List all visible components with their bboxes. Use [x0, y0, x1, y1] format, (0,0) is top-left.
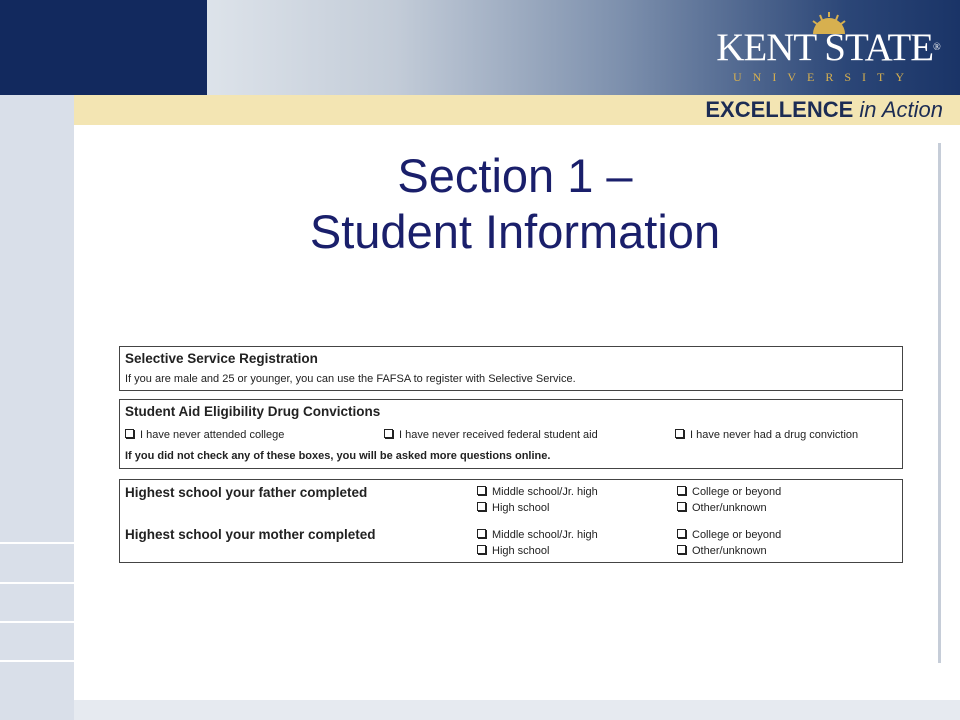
left-sidebar-bar — [0, 95, 74, 720]
checkbox-icon — [677, 486, 686, 495]
logo-wordmark: KENT STATE® — [716, 26, 941, 69]
selective-service-text: If you are male and 25 or younger, you can use the FAFSA to register with Selective Service. — [125, 373, 576, 385]
checkbox-icon — [477, 529, 486, 538]
checkbox-never-drug-conviction: I have never had a drug conviction — [675, 429, 858, 441]
checkbox-icon — [677, 502, 686, 511]
checkbox-icon — [675, 429, 684, 438]
selective-service-heading: Selective Service Registration — [125, 351, 318, 366]
checkbox-icon — [477, 502, 486, 511]
mother-option-high-school: High school — [477, 545, 549, 557]
checkbox-icon — [384, 429, 393, 438]
logo-subtitle: UNIVERSITY — [733, 70, 915, 84]
bottom-band — [74, 700, 960, 720]
sidebar-divider — [0, 542, 74, 544]
checkbox-icon — [677, 529, 686, 538]
parent-education-box — [119, 479, 903, 563]
checkbox-icon — [125, 429, 134, 438]
father-education-label: Highest school your father completed — [125, 485, 368, 500]
sidebar-divider — [0, 621, 74, 623]
father-option-high-school: High school — [477, 502, 549, 514]
header-navy-block — [0, 0, 207, 95]
title-line-1: Section 1 – — [397, 149, 633, 202]
drug-convictions-heading: Student Aid Eligibility Drug Convictions — [125, 404, 381, 419]
tagline: EXCELLENCE in Action — [705, 97, 943, 122]
mother-education-label: Highest school your mother completed — [125, 527, 376, 542]
mother-option-middle-school: Middle school/Jr. high — [477, 529, 598, 541]
checkbox-never-received-aid: I have never received federal student aid — [384, 429, 598, 441]
kent-state-logo — [711, 12, 946, 82]
sidebar-divider — [0, 660, 74, 662]
registered-mark: ® — [933, 42, 941, 53]
drug-convictions-box — [119, 399, 903, 469]
drug-convictions-note: If you did not check any of these boxes, you will be asked more questions online. — [125, 450, 551, 462]
sidebar-divider — [0, 582, 74, 584]
father-option-other: Other/unknown — [677, 502, 767, 514]
checkbox-icon — [677, 545, 686, 554]
selective-service-box — [119, 346, 903, 391]
slide-title — [180, 148, 850, 260]
father-option-middle-school: Middle school/Jr. high — [477, 486, 598, 498]
father-option-college: College or beyond — [677, 486, 781, 498]
title-line-2: Student Information — [309, 205, 721, 258]
checkbox-icon — [477, 545, 486, 554]
right-rule — [938, 143, 941, 663]
mother-option-college: College or beyond — [677, 529, 781, 541]
checkbox-never-attended: I have never attended college — [125, 429, 284, 441]
mother-option-other: Other/unknown — [677, 545, 767, 557]
checkbox-icon — [477, 486, 486, 495]
